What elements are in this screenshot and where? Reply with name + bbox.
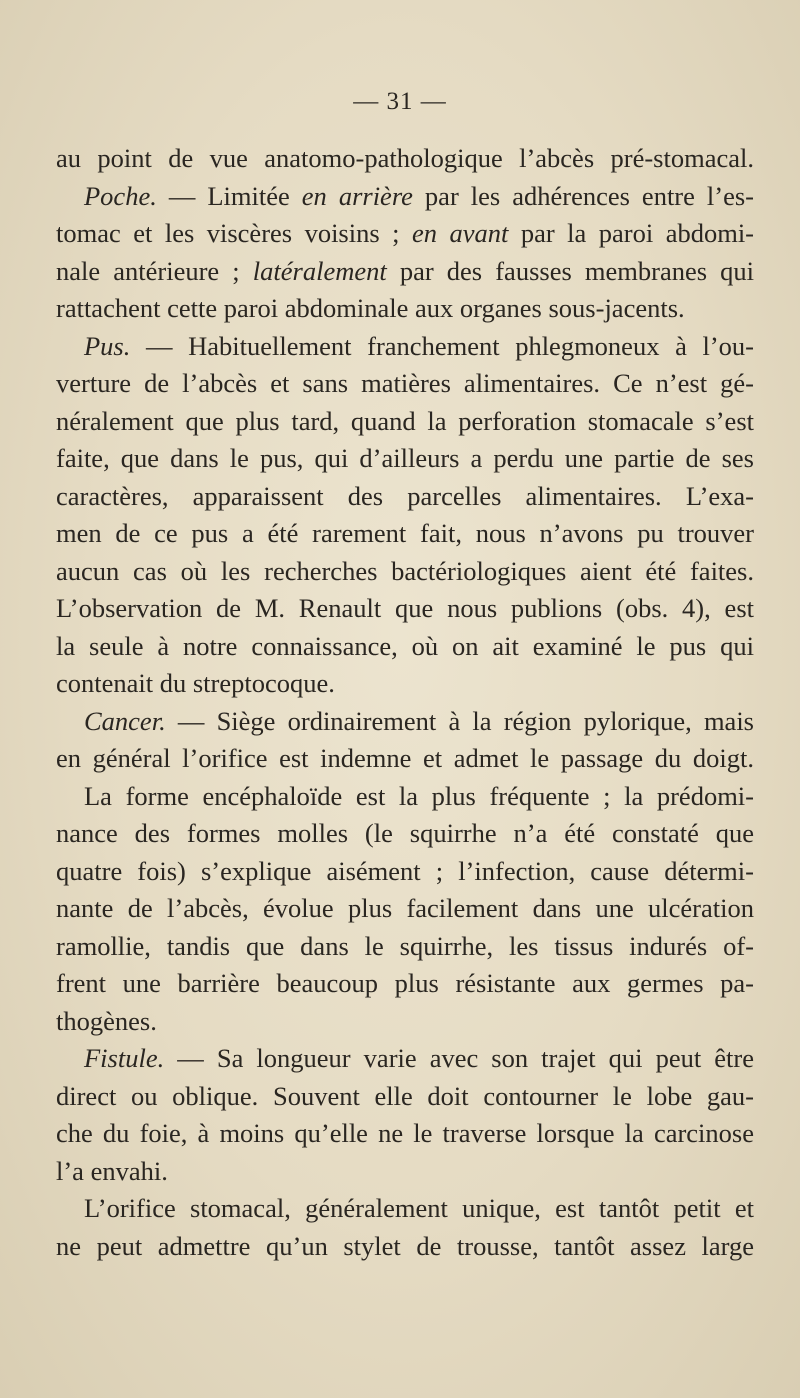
text-line: [56, 253, 754, 291]
text-run: faite, que dans le pus, qui d’ailleurs a perdu une partie de ses: [56, 443, 754, 473]
text-line: [56, 1153, 754, 1191]
text-run: nante de l’abcès, évolue plus facilement dans une ulcération: [56, 893, 754, 923]
text-run: la seule à notre connaissance, où on ait examiné le pus qui: [56, 630, 754, 661]
text-run: nance des formes molles (le squirrhe n’a été constaté que: [56, 818, 754, 848]
italic-run: Pus.: [84, 330, 131, 361]
text-run: direct ou oblique. Souvent elle doit contourner le lobe gau-: [56, 1080, 754, 1111]
text-run: tomac et les viscères voisins ;: [56, 218, 412, 248]
text-line: [56, 890, 754, 928]
text-line: [56, 140, 754, 178]
text-line: [56, 403, 754, 441]
text-line: [56, 178, 754, 216]
text-line: [56, 815, 754, 853]
text-run: — Siège ordinairement à la région pylorique, mais: [165, 705, 754, 736]
text-run: contenait du streptocoque.: [56, 668, 335, 698]
text-run: rattachent cette paroi abdominale aux organes sous-jacents.: [56, 293, 685, 323]
text-run: thogènes.: [56, 1005, 157, 1036]
text-line: [56, 553, 754, 591]
text-line: [56, 928, 754, 966]
text-line: [56, 740, 754, 778]
text-line: [56, 1040, 754, 1078]
text-run: — Habituellement franchement phlegmoneux à l’ou-: [130, 330, 754, 361]
text-run: quatre fois) s’explique aisément ; l’infection, cause détermi-: [56, 855, 754, 886]
text-run: L’orifice stomacal, généralement unique, est tantôt petit et: [84, 1193, 754, 1223]
italic-run: latéralement: [252, 255, 387, 286]
text-run: aucun cas où les recherches bactériologiques aient été faites.: [56, 555, 754, 586]
text-line: [56, 515, 754, 553]
text-line: [56, 215, 754, 253]
text-run: L’observation de M. Renault que nous publions (obs. 4), est: [56, 593, 754, 623]
italic-run: Fistule.: [84, 1043, 165, 1073]
text-line: [56, 1078, 754, 1116]
text-run: ne peut admettre qu’un stylet de trousse, tantôt assez large: [56, 1230, 754, 1261]
text-run: che du foie, à moins qu’elle ne le traverse lorsque la carcinose: [56, 1118, 754, 1148]
body-text: [56, 140, 754, 1265]
text-line: [56, 590, 754, 628]
text-run: — Limitée: [156, 180, 302, 211]
text-line: [56, 965, 754, 1003]
text-run: frent une barrière beaucoup plus résistante aux germes pa-: [56, 968, 754, 998]
text-run: par les adhérences entre l’es-: [412, 180, 754, 211]
text-line: [56, 1190, 754, 1228]
text-line: [56, 628, 754, 666]
text-line: [56, 1228, 754, 1266]
text-run: néralement que plus tard, quand la perforation stomacale s’est: [56, 405, 754, 436]
text-run: par la paroi abdomi-: [508, 218, 755, 248]
italic-run: Cancer.: [84, 705, 166, 736]
text-run: par des fausses membranes qui: [386, 255, 755, 286]
text-run: au point de vue anatomo-pathologique l’abcès pré-stomacal.: [56, 143, 754, 173]
text-run: La forme encéphaloïde est la plus fréquente ; la prédomi-: [84, 780, 754, 811]
text-run: men de ce pus a été rarement fait, nous n’avons pu trouver: [56, 518, 754, 548]
text-line: [56, 703, 754, 741]
text-line: [56, 478, 754, 516]
text-line: [56, 1115, 754, 1153]
text-line: [56, 440, 754, 478]
italic-run: Poche.: [84, 180, 157, 211]
italic-run: en arrière: [301, 180, 413, 211]
page-number: — 31 —: [353, 88, 447, 115]
text-run: nale antérieure ;: [56, 255, 253, 286]
text-run: verture de l’abcès et sans matières alimentaires. Ce n’est gé-: [56, 368, 754, 398]
text-line: [56, 365, 754, 403]
text-run: en général l’orifice est indemne et admet le passage du doigt.: [56, 743, 754, 773]
text-line: [56, 1003, 754, 1041]
text-line: [56, 328, 754, 366]
text-run: caractères, apparaissent des parcelles alimentaires. L’exa-: [56, 480, 754, 511]
text-run: — Sa longueur varie avec son trajet qui peut être: [164, 1043, 754, 1073]
text-line: [56, 290, 754, 328]
text-line: [56, 778, 754, 816]
text-run: ramollie, tandis que dans le squirrhe, les tissus indurés of-: [56, 930, 754, 961]
text-run: l’a envahi.: [56, 1155, 168, 1186]
text-line: [56, 853, 754, 891]
text-line: [56, 665, 754, 703]
italic-run: en avant: [412, 218, 509, 248]
